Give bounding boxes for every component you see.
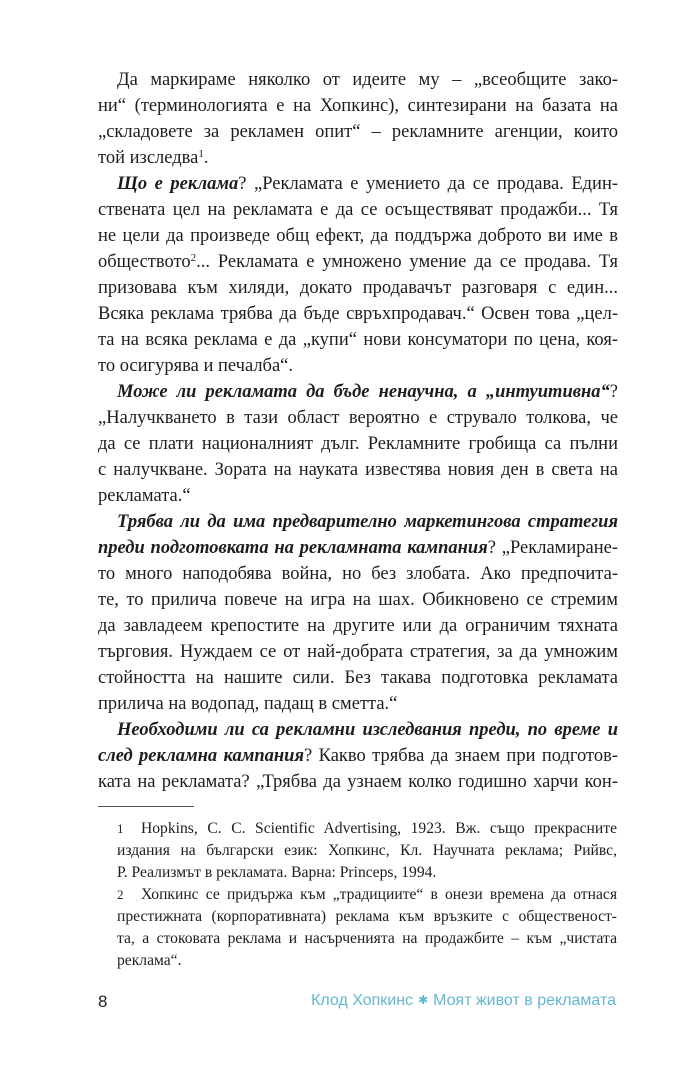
line-text: не цели да произведе общ ефект, да поддържа доброто ви име в xyxy=(98,226,618,246)
text-line xyxy=(98,691,618,717)
running-footer xyxy=(311,992,616,1010)
line-text: ? xyxy=(609,382,618,402)
footnote-number: 2 xyxy=(117,887,124,902)
footnote-line: реклама“. xyxy=(117,952,182,969)
text-line xyxy=(98,223,618,249)
line-text-after: ... Рекламата е умножено умение да се продава. Тя xyxy=(196,252,618,272)
line-text: ? „Рекламиране- xyxy=(487,538,618,558)
footnote-marker: 1 xyxy=(198,148,204,160)
bold-italic-question: Що е реклама xyxy=(117,174,239,194)
text-line xyxy=(98,301,618,327)
bold-italic-question: преди подготовката на рекламната кампания xyxy=(98,538,488,558)
line-text: да се плати националният дълг. Рекламните гробища са пълни xyxy=(98,434,618,454)
running-footer-title: Моят живот в рекламата xyxy=(433,992,616,1009)
line-text: да завладеем крепостите на другите или да ограничим тяхната xyxy=(98,616,618,636)
line-text: Всяка реклама трябва да бъде свръхпродавач.“ Освен това „цел- xyxy=(98,304,618,324)
text-line xyxy=(98,743,618,769)
text-line xyxy=(98,353,618,379)
text-line xyxy=(98,535,618,561)
line-text: призовава към хиляди, докато продавачът разговаря с един... xyxy=(98,278,618,298)
text-line xyxy=(98,431,618,457)
line-text: ката на рекламата? „Трябва да узнаем колко годишно харчи кон- xyxy=(98,772,618,792)
line-text: рекламата.“ xyxy=(98,486,191,506)
line-text: прилича на водопад, падащ в сметта.“ xyxy=(98,694,398,714)
text-line xyxy=(98,639,618,665)
bold-italic-question: Може ли рекламата да бъде ненаучна, а „интуитивна“ xyxy=(117,382,610,402)
text-line xyxy=(98,249,618,275)
text-line xyxy=(98,483,618,509)
line-text: то много наподобява война, но без злобата. Ако предпочита- xyxy=(98,564,618,584)
text-line xyxy=(98,405,618,431)
footnote-separator xyxy=(98,806,194,807)
line-text: „складовете за рекламен опит“ – рекламните агенции, които xyxy=(98,122,618,142)
footnote-line: Хопкинс се придържа към „традициите“ в онези времена да отнася xyxy=(141,886,617,903)
line-text: ни“ (терминологията е на Хопкинс), синтезирани на базата на xyxy=(98,96,618,116)
footnote-line: Р. Реализмът в рекламата. Варна: Princeps, 1994. xyxy=(117,864,437,881)
text-line xyxy=(98,587,618,613)
line-text: той изследва xyxy=(98,148,199,168)
separator-icon: ✱ xyxy=(418,993,429,1007)
line-text: обществото xyxy=(98,252,191,272)
line-text: ? Какво трябва да знаем при подготов- xyxy=(304,746,619,766)
text-line xyxy=(117,717,618,743)
text-line xyxy=(117,509,618,535)
line-text: стойността на нашите сили. Без такава подготовка рекламата xyxy=(98,668,618,688)
line-text: та на всяка реклама е да „купи“ нови консуматори по цена, коя- xyxy=(98,330,618,350)
bold-italic-question: Трябва ли да има предварително маркетингова стратегия xyxy=(117,512,618,532)
footnote-line: издания на български език: Хопкинс, Кл. Научната реклама; Рийвс, xyxy=(117,842,617,859)
text-line xyxy=(117,379,618,405)
line-text: „Налучкването в тази област вероятно е струвало толкова, че xyxy=(98,408,618,428)
line-text: търговия. Нуждаем се от най-добрата стратегия, за да умножим xyxy=(98,642,618,662)
footnote-line: Hopkins, C. C. Scientific Advertising, 1923. Вж. също прекрасните xyxy=(141,820,617,837)
footnote-line: престижната (корпоративната) реклама към връзките с общественост- xyxy=(117,908,617,925)
bold-italic-question: Необходими ли са рекламни изследвания преди, по време и xyxy=(117,720,618,740)
running-footer-author: Клод Хопкинс xyxy=(311,992,414,1009)
page-number: 8 xyxy=(98,992,108,1011)
line-text: то осигурява и печалба“. xyxy=(98,356,294,376)
footnote-number: 1 xyxy=(117,821,124,836)
text-line xyxy=(98,457,618,483)
text-line xyxy=(98,275,618,301)
text-line xyxy=(98,561,618,587)
text-line xyxy=(98,665,618,691)
text-line xyxy=(98,769,618,795)
line-text: те, то прилича повече на игра на шах. Обикновено се стремим xyxy=(98,590,618,610)
line-text-after: . xyxy=(203,148,209,168)
line-text: Да маркираме няколко от идеите му – „всеобщите зако- xyxy=(117,70,618,90)
line-text: ствената цел на рекламата е да се осъществяват продажби... Тя xyxy=(98,200,618,220)
text-line xyxy=(98,613,618,639)
text-line xyxy=(98,327,618,353)
line-text: ? „Рекламата е умението да се продава. Един- xyxy=(238,174,619,194)
footnote-line: та, а стоковата реклама и насърченията на продажбите – към „чистата xyxy=(117,930,617,947)
footnote-marker: 2 xyxy=(190,252,197,264)
line-text: с налучкване. Зората на науката известява новия ден в света на xyxy=(98,460,618,480)
text-line xyxy=(117,171,618,197)
text-line xyxy=(98,197,618,223)
text-line xyxy=(117,67,618,93)
text-line xyxy=(98,93,618,119)
bold-italic-question: след рекламна кампания xyxy=(98,746,305,766)
text-line xyxy=(98,119,618,145)
text-line xyxy=(98,145,618,171)
